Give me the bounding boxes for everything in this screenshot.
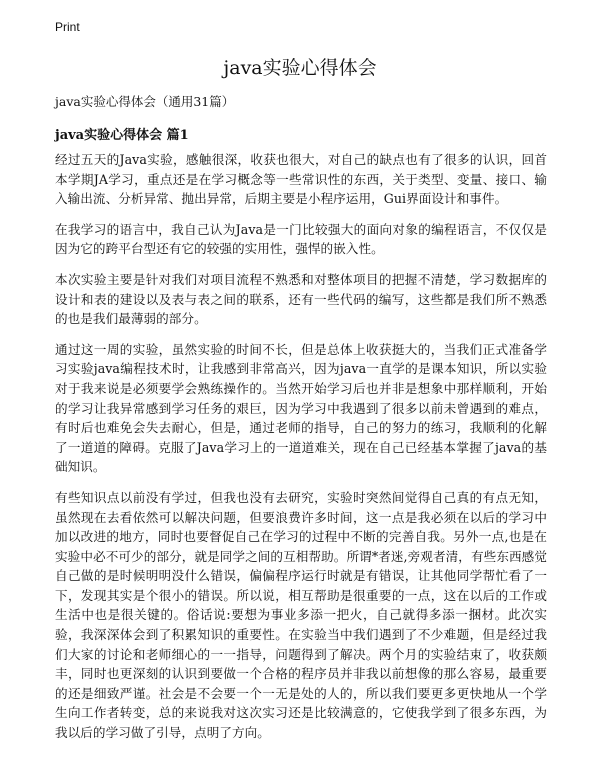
paragraph: 有些知识点以前没有学过，但我也没有去研究，实验时突然间觉得自己真的有点无知，虽然现在去看依然可以解决问题，但要浪费许多时间，这一点是我必须在以后的学习中加以改进的地方，同时也要督促自己在学习的过程中不断的完善自我。另外一点,也是在实验中必不可少的部分，就是同学之间的互相帮助。所谓*者迷,旁观者清，有些东西感觉自己做的是时候明明没什么错误，偏偏程序运行时就是有错误，让其他同学帮忙看了一下，发现其实是个很小的错误。所以说，相互帮助是很重要的一点，这在以后的工作或生活中也是很关键的。俗话说:要想为事业多添一把火，自己就得多添一捆材。此次实验，我深深体会到了积累知识的重要性。在实验当中我们遇到了不少难题，但是经过我们大家的讨论和老师细心的一一指导，问题得到了解决。两个月的实验结束了，收获颇丰，同时也更深刻的认识到要做一个合格的程序员并非我以前想像的那么容易，最重要的还是细致严谨。社会是不会要一个一无是处的人的，所以我们要更多更快地从一个学生向工作者转变，总的来说我对这次实习还是比较满意的，它使我学到了很多东西，为我以后的学习做了引导，点明了方向。 (55, 489, 547, 741)
paragraph: 在我学习的语言中，我自己认为Java是一门比较强大的面向对象的编程语言，不仅仅是因为它的跨平台型还有它的较强的实用性，强悍的嵌入性。 (55, 221, 547, 257)
paragraph: 经过五天的Java实验，感触很深，收获也很大，对自己的缺点也有了很多的认识，回首本学期JA学习，重点还是在学习概念等一些常识性的东西，关于类型、变量、接口、输入输出流、分析异常、抛出异常，后期主要是小程序运用，Gui界面设计和事件。 (55, 152, 547, 207)
section-heading: java实验心得体会 篇1 (55, 128, 189, 143)
document-subtitle: java实验心得体会（通用31篇） (55, 94, 235, 109)
paragraph: 本次实验主要是针对我们对项目流程不熟悉和对整体项目的把握不清楚，学习数据库的设计和表的建设以及表与表之间的联系，还有一些代码的编写，这些都是我们所不熟悉的也是我们最薄弱的部分。 (55, 271, 547, 327)
print-link[interactable]: Print (55, 20, 80, 34)
paragraph: 通过这一周的实验，虽然实验的时间不长，但是总体上收获挺大的，当我们正式准备学习实验java编程技术时，让我感到非常高兴，因为java一直学的是课本知识，所以实验对于我来说是必须要学会熟练操作的。当然开始学习后也并非是想象中那样顺利，开始的学习让我异常感到学习任务的艰巨，因为学习中我遇到了很多以前未曾遇到的难点，有时后也难免会失去耐心，但是，通过老师的指导，自己的努力的练习，我顺利的化解了一道道的障碍。克服了Java学习上的一道道难关，现在自己已经基本掌握了java的基础知识。 (55, 341, 547, 475)
document-title: java实验心得体会 (223, 57, 377, 79)
document-body (55, 150, 547, 754)
